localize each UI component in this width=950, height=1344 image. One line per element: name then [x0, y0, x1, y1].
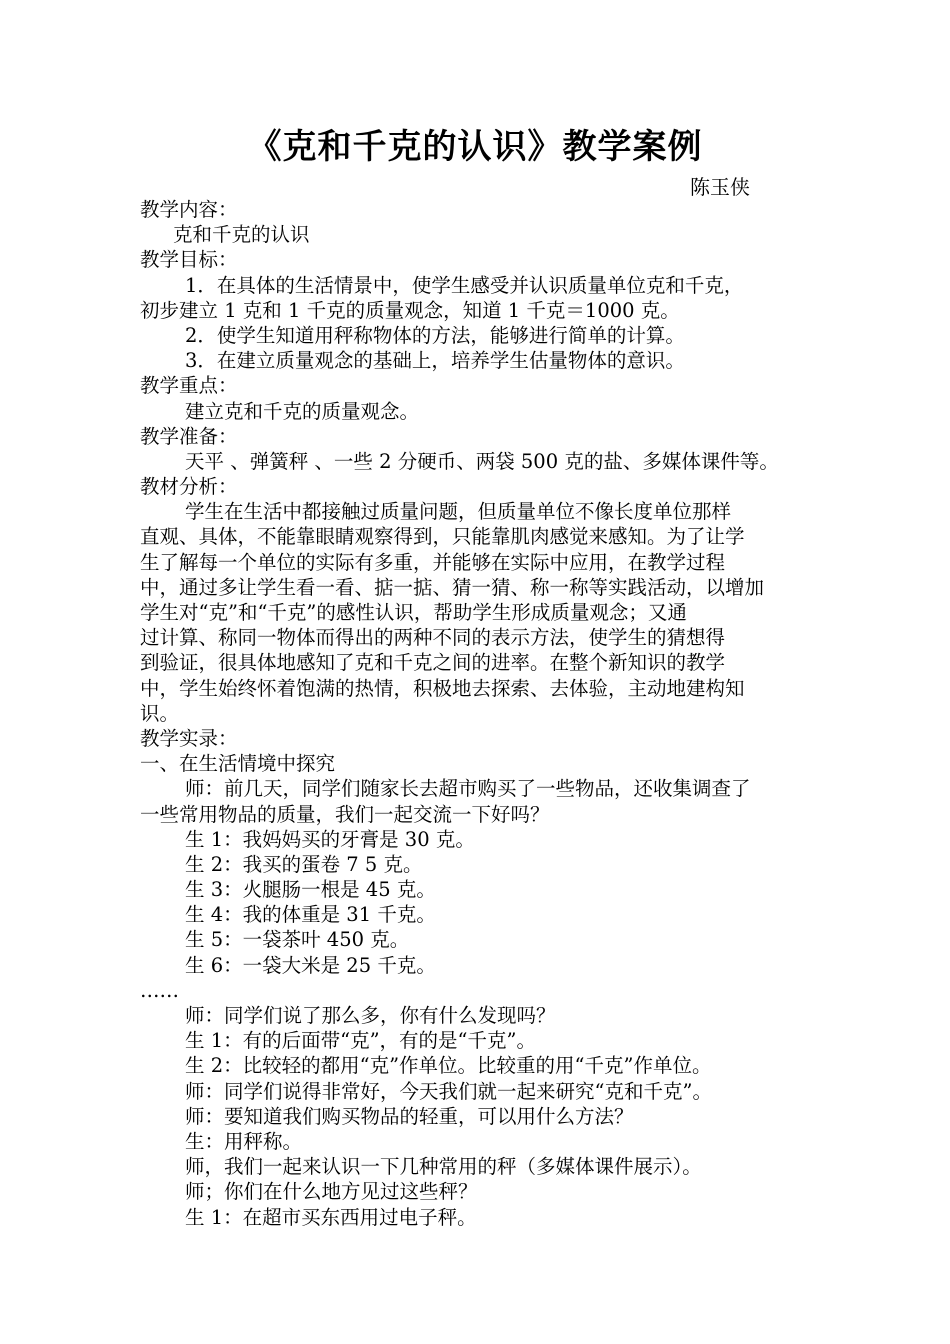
text-line: 教学实录：	[140, 726, 238, 750]
text-line: 中，通过多让学生看一看、掂一掂、猜一猜、称一称等实践活动，以增加	[140, 575, 765, 599]
text-line: 师：同学们说得非常好，今天我们就一起来研究“克和千克”。	[185, 1079, 712, 1103]
text-line: 生 1：有的后面带“克”，有的是“千克”。	[185, 1029, 536, 1053]
text-line: 1．在具体的生活情景中，使学生感受并认识质量单位克和千克，	[185, 273, 744, 297]
text-line: 生：用秤称。	[185, 1129, 303, 1153]
text-line: 过计算、称同一物体而得出的两种不同的表示方法，使学生的猜想得	[140, 626, 726, 650]
text-line: 学生在生活中都接触过质量问题，但质量单位不像长度单位那样	[185, 500, 732, 524]
text-line: 师：同学们说了那么多，你有什么发现吗？	[185, 1004, 556, 1027]
text-line: 生 3：火腿肠一根是 45 克。	[185, 878, 436, 902]
text-line: 教学重点：	[140, 374, 238, 398]
document-title: 《克和千克的认识》教学案例	[247, 127, 703, 167]
text-line: 师：前几天，同学们随家长去超市购买了一些物品，还收集调查了	[185, 777, 751, 801]
text-line: 生 2：我买的蛋卷 7 5 克。	[185, 852, 423, 876]
author-name: 陈玉侠	[690, 175, 750, 199]
text-line: 生 6：一袋大米是 25 千克。	[185, 953, 436, 977]
text-line: 建立克和千克的质量观念。	[185, 399, 420, 423]
text-line: 生 1：在超市买东西用过电子秤。	[185, 1205, 477, 1229]
document-body	[140, 197, 815, 1230]
text-line: 学生对“克”和“千克”的感性认识，帮助学生形成质量观念；又通	[140, 601, 687, 624]
text-line: 生了解每一个单位的实际有多重，并能够在实际中应用，在教学过程	[140, 550, 726, 574]
text-line: 教学内容：	[140, 198, 238, 221]
text-line: 教学准备：	[140, 424, 238, 448]
text-line: 师；你们在什么地方见过这些秤？	[185, 1180, 478, 1204]
text-line: 到验证，很具体地感知了克和千克之间的进率。在整个新知识的教学	[140, 651, 726, 675]
text-line: 克和千克的认识	[173, 223, 310, 247]
text-line: 初步建立 1 克和 1 千克的质量观念，知道 1 千克＝1000 克。	[140, 298, 680, 322]
text-line: 识。	[140, 701, 180, 725]
text-line: 3．在建立质量观念的基础上，培养学生估量物体的意识。	[185, 349, 685, 373]
text-line: 生 5：一袋茶叶 450 克。	[185, 928, 410, 952]
text-line: 师，我们一起来认识一下几种常用的秤（多媒体课件展示）。	[185, 1155, 702, 1179]
text-line: 2．使学生知道用秤称物体的方法，能够进行简单的计算。	[185, 323, 685, 347]
text-line: 中，学生始终怀着饱满的热情，积极地去探索、去体验，主动地建构知	[140, 676, 745, 700]
text-line: 师：要知道我们购买物品的轻重，可以用什么方法？	[185, 1104, 634, 1128]
text-line: 一、在生活情境中探究	[140, 752, 336, 776]
text-line: 生 1：我妈妈买的牙膏是 30 克。	[185, 827, 475, 851]
text-line: 生 4：我的体重是 31 千克。	[185, 903, 436, 927]
text-line: 生 2：比较轻的都用“克”作单位。比较重的用“千克”作单位。	[185, 1054, 712, 1078]
text-line: 一些常用物品的质量，我们一起交流一下好吗？	[140, 802, 550, 826]
text-line: ……	[140, 978, 179, 1002]
text-line: 教材分析：	[140, 475, 238, 499]
text-line: 教学目标：	[140, 248, 238, 272]
text-line: 直观、具体，不能靠眼睛观察得到，只能靠肌肉感觉来感知。为了让学	[140, 525, 745, 549]
text-line: 天平 、弹簧秤 、一些 2 分硬币、两袋 500 克的盐、多媒体课件等。	[185, 449, 779, 473]
